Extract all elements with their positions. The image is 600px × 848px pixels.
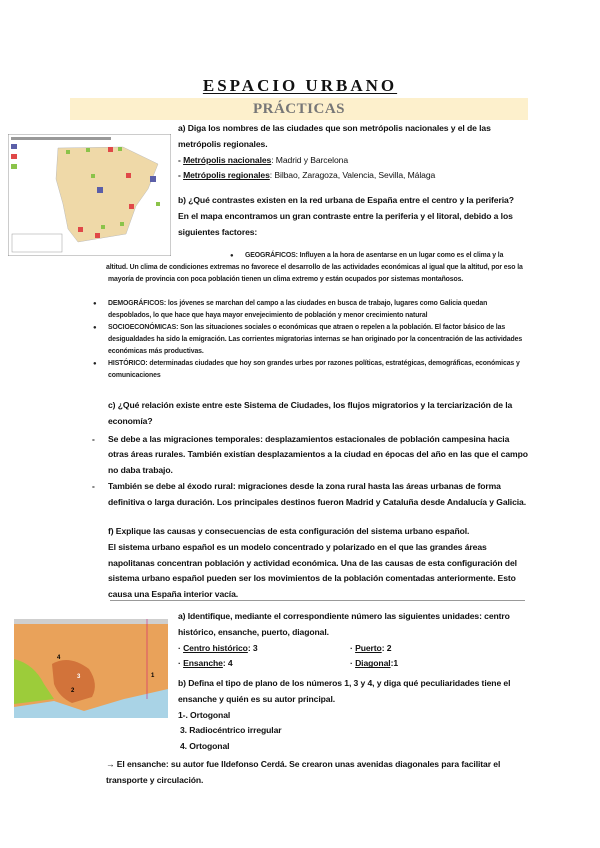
- question-text: a) Diga los nombres de las ciudades que son metrópolis nacionales y el de las metrópolis regionales.: [178, 123, 491, 149]
- question-text: b) Defina el tipo de plano de los números 1, 3 y 4, y diga qué peculiaridades tiene el ensanche y quién es su autor principal.: [178, 678, 511, 704]
- factor-socioeconomic: ● SOCIOECONÓMICAS: Son las situaciones sociales o económicas que atraen o repelen a la población. El factor básico de las desigualdades ha sido la emigración. Las corrientes migratorias internas se han originado por la concentración de las actividades económicas más productivas.: [108, 322, 528, 358]
- map-label-1: 1: [151, 673, 155, 679]
- factor-geographic-first: [245, 250, 535, 262]
- unit-puerto: · Puerto: 2: [350, 642, 392, 653]
- map-label-3: 3: [77, 674, 81, 680]
- question-1b: [178, 193, 518, 240]
- regional-metropolis-label: Metrópolis regionales: [183, 170, 270, 181]
- factors-list: [108, 298, 528, 382]
- factor-text: GEOGRÁFICOS: Influyen a la hora de asentarse en un lugar como es el clima y la: [245, 252, 504, 259]
- factor-demographic: ● DEMOGRÁFICOS: los jóvenes se marchan del campo a las ciudades en busca de trabajo, lugares como Galicia quedan despoblados, lo que hace que haya mayor envejecimiento de población y menor crecimiento natural: [108, 298, 528, 322]
- plan-item: 4. Ortogonal: [180, 741, 230, 752]
- plan-item: 3. Radiocéntrico irregular: [180, 725, 282, 736]
- section-banner: PRÁCTICAS: [70, 98, 528, 120]
- factor-historic: ● HISTÓRICO: determinadas ciudades que hoy son grandes urbes por razones políticas, estratégicas, demográficas, económicas y comunicaciones: [108, 358, 528, 382]
- question-1c: [108, 398, 530, 511]
- section-divider: [110, 600, 525, 601]
- answer-item: - También se debe al éxodo rural: migraciones desde la zona rural hasta las áreas urbanas de forma definitiva o larga duración. Los principales destinos fueron Madrid y Cataluña desde Andalucía y Galicia.: [108, 479, 530, 511]
- question-text: f) Explique las causas y consecuencias de esta configuración del sistema urbano español.: [108, 526, 470, 536]
- units-grid: [178, 641, 523, 673]
- national-metropolis-value: : Madrid y Barcelona: [271, 154, 349, 165]
- question-text: c) ¿Qué relación existe entre este Sistema de Ciudades, los flujos migratorios y la terciarización de la economía?: [108, 400, 513, 426]
- unit-ensanche: · Ensanche: 4: [178, 658, 233, 669]
- question-1f: [108, 524, 530, 603]
- answer-text: En el mapa encontramos un gran contraste entre la periferia y el litoral, debido a los siguientes factores:: [178, 210, 513, 237]
- factor-geographic-rest: altitud. Un clima de condiciones extremas no favorece el desarrollo de las actividades económicas al igual que la altitud, por eso la mayoría de provincia con poca población tienen un clima extremo y están ocupados por sistemas montañosos.: [106, 264, 523, 283]
- answer-text: El sistema urbano español es un modelo concentrado y polarizado en el que las grandes áreas napolitanas concentran población y actividad económica. Una de las causas de esta configuración del sistema urbano español pueden ser los movimientos de la población comentadas anteriormente. Esto causa una España interior vacía.: [108, 541, 517, 600]
- spain-urban-map: [8, 134, 171, 256]
- map-label-2: 2: [71, 688, 75, 694]
- plan-item: 1-. Ortogonal: [178, 709, 231, 720]
- question-2b: [178, 676, 523, 755]
- question-2a: [178, 609, 523, 672]
- unit-diagonal: · Diagonal:1: [350, 658, 399, 669]
- question-text: b) ¿Qué contrastes existen en la red urbana de España entre el centro y la periferia?: [178, 195, 514, 205]
- barcelona-city-map: [14, 619, 168, 718]
- map-label-4: 4: [57, 655, 61, 661]
- answer-item: - Se debe a las migraciones temporales: desplazamientos estacionales de población campesina hacia otras áreas rurales. También existían desplazamientos a la ciudad en épocas del año en las que el campo no daba trabajo.: [108, 432, 530, 479]
- question-1a: a) Diga los nombres de las ciudades que son metrópolis nacionales y el de las metrópolis regionales. - Metrópolis nacionales: Madrid y Barcelona - Metrópolis regionales: Bilbao, Zaragoza, Valencia, Sevilla, Málaga: [178, 121, 508, 184]
- conclusion-text: → El ensanche: su autor fue Ildefonso Cerdá. Se crearon unas avenidas diagonales para facilitar el transporte y circulación.: [106, 759, 501, 785]
- page-title: ESPACIO URBANO: [202, 76, 398, 95]
- question-text: a) Identifique, mediante el correspondiente número las siguientes unidades: centro histórico, ensanche, puerto, diagonal.: [178, 611, 510, 637]
- national-metropolis-label: Metrópolis nacionales: [183, 154, 272, 165]
- unit-centro-historico: · Centro histórico: 3: [178, 642, 258, 653]
- regional-metropolis-value: : Bilbao, Zaragoza, Valencia, Sevilla, Málaga: [269, 170, 436, 181]
